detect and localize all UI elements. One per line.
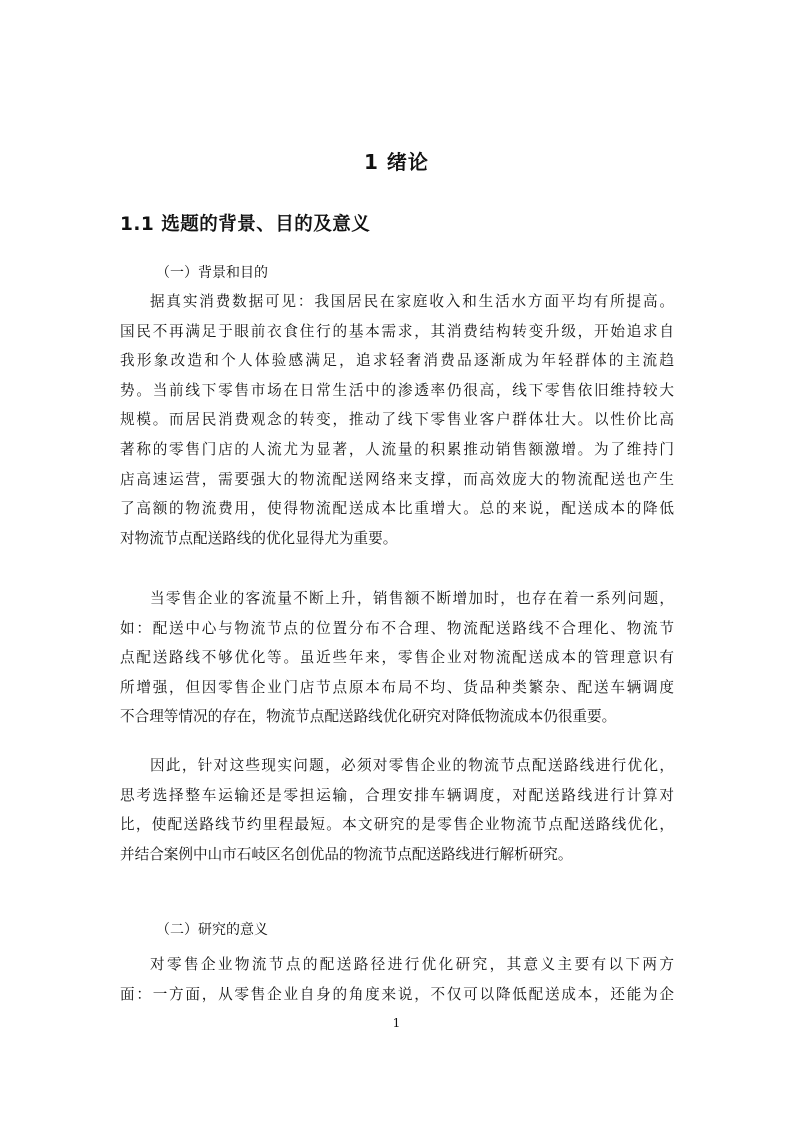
paragraph-line: 据真实消费数据可见：我国居民在家庭收入和生活水方面平均有所提高。 xyxy=(150,293,674,310)
paragraph-3 xyxy=(120,751,674,869)
subsection-heading-background: （一）背景和目的 xyxy=(156,265,268,281)
paragraph-line: 当零售企业的客流量不断上升，销售额不断增加时，也存在着一系列问题， xyxy=(150,590,674,607)
paragraph-line: 著称的零售门店的人流尤为显著，人流量的积累推动销售额激增。为了维持门 xyxy=(120,440,674,458)
paragraph-line: 思考选择整车运输还是零担运输，合理安排车辆调度，对配送路线进行计算对 xyxy=(120,786,674,804)
paragraph-line: 点配送路线不够优化等。虽近些年来，零售企业对物流配送成本的管理意识有 xyxy=(120,649,674,667)
paragraph-line: 不合理等情况的存在，物流节点配送路线优化研究对降低物流成本仍很重要。 xyxy=(120,708,617,726)
paragraph-2 xyxy=(120,584,674,732)
paragraph-line: 我形象改造和个人体验感满足，追求轻奢消费品逐渐成为年轻群体的主流趋 xyxy=(120,352,674,370)
paragraph-line: 如：配送中心与物流节点的位置分布不合理、物流配送路线不合理化、物流节 xyxy=(120,619,674,637)
paragraph-1 xyxy=(120,287,674,553)
paragraph-line: 因此，针对这些现实问题，必须对零售企业的物流节点配送路线进行优化， xyxy=(150,757,674,774)
paragraph-line: 对零售企业物流节点的配送路径进行优化研究，其意义主要有以下两方 xyxy=(150,956,674,973)
paragraph-line: 势。当前线下零售市场在日常生活中的渗透率仍很高，线下零售依旧维持较大 xyxy=(120,381,674,399)
paragraph-line: 比，使配送路线节约里程最短。本文研究的是零售企业物流节点配送路线优化， xyxy=(120,816,674,834)
paragraph-line: 所增强，但因零售企业门店节点原本布局不均、货品种类繁杂、配送车辆调度 xyxy=(120,678,674,696)
paragraph-line: 国民不再满足于眼前衣食住行的基本需求，其消费结构转变升级，开始追求自 xyxy=(120,322,674,340)
paragraph-line: 店高速运营，需要强大的物流配送网络来支撑，而高效庞大的物流配送也产生 xyxy=(120,470,674,488)
paragraph-line: 了高额的物流费用，使得物流配送成本比重增大。总的来说，配送成本的降低 xyxy=(120,500,674,518)
page-number: 1 xyxy=(392,1016,401,1030)
subsection-heading-significance: （二）研究的意义 xyxy=(156,922,268,938)
paragraph-line: 并结合案例中山市石岐区名创优品的物流节点配送路线进行解析研究。 xyxy=(120,845,573,863)
paragraph-line: 面：一方面，从零售企业自身的角度来说，不仅可以降低配送成本，还能为企 xyxy=(120,985,674,1003)
chapter-title: 1 绪论 xyxy=(364,150,429,174)
paragraph-line: 规模。而居民消费观念的转变，推动了线下零售业客户群体壮大。以性价比高 xyxy=(120,411,674,429)
paragraph-4 xyxy=(120,950,674,1009)
section-title: 1.1 选题的背景、目的及意义 xyxy=(120,214,371,235)
paragraph-line: 对物流节点配送路线的优化显得尤为重要。 xyxy=(120,529,398,547)
